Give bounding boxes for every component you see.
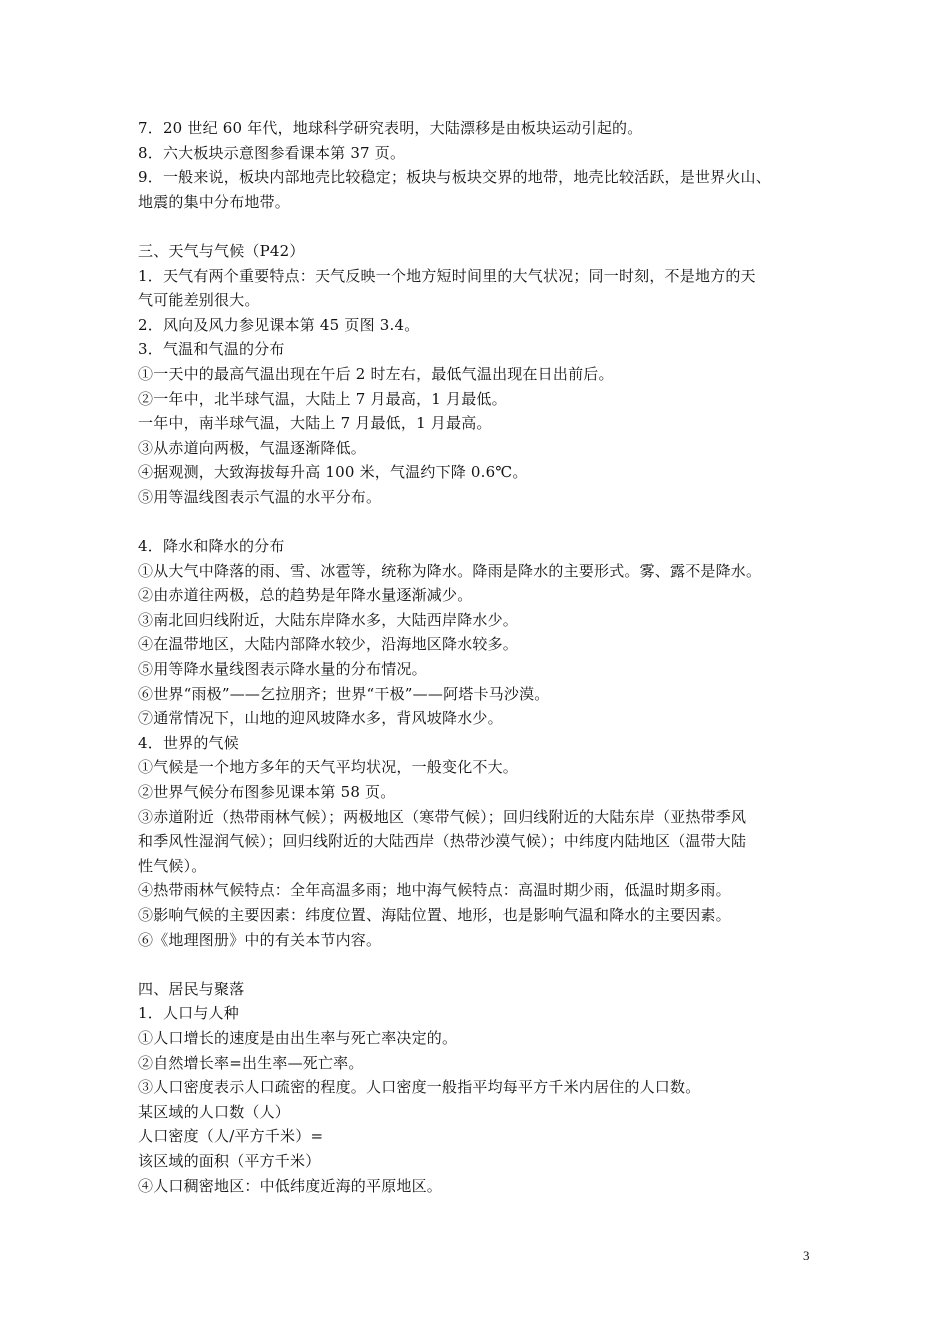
text-line: ④热带雨林气候特点：全年高温多雨；地中海气候特点：高温时期少雨，低温时期多雨。	[138, 881, 731, 900]
text-line: 7．20 世纪 60 年代，地球科学研究表明，大陆漂移是由板块运动引起的。	[138, 119, 643, 137]
text-line: ③南北回归线附近，大陆东岸降水多，大陆西岸降水少。	[138, 610, 519, 629]
text-line: 地震的集中分布地带。	[138, 192, 291, 211]
text-line: ①从大气中降落的雨、雪、冰雹等，统称为降水。降雨是降水的主要形式。雾、露不是降水。	[138, 561, 762, 580]
text-line: ⑦通常情况下，山地的迎风坡降水多，背风坡降水少。	[138, 709, 503, 728]
text-line: 8．六大板块示意图参看课本第 37 页。	[138, 143, 406, 162]
section-heading-residents-settlements: 四、居民与聚落	[138, 979, 245, 998]
text-line: ④据观测，大致海拔每升高 100 米，气温约下降 0.6℃。	[138, 463, 528, 482]
text-line: ④人口稠密地区：中低纬度近海的平原地区。	[138, 1176, 443, 1195]
text-line: ④在温带地区，大陆内部降水较少，沿海地区降水较多。	[138, 635, 519, 654]
text-line: ⑤用等降水量线图表示降水量的分布情况。	[138, 660, 427, 679]
text-line: ③人口密度表示人口疏密的程度。人口密度一般指平均每平方千米内居住的人口数。	[138, 1078, 701, 1097]
text-line: ①一天中的最高气温出现在午后 2 时左右，最低气温出现在日出前后。	[138, 364, 614, 383]
text-line: 性气候）。	[138, 856, 207, 875]
subheading-world-climate: 4．世界的气候	[138, 733, 239, 752]
text-line: ②世界气候分布图参见课本第 58 页。	[138, 783, 396, 802]
text-line: ⑤用等温线图表示气温的水平分布。	[138, 487, 382, 506]
formula-denominator: 该区域的面积（平方千米）	[138, 1151, 321, 1170]
text-line: 和季风性湿润气候）；回归线附近的大陆西岸（热带沙漠气候）；中纬度内陆地区（温带大陆	[138, 832, 747, 851]
text-line: 2．风向及风力参见课本第 45 页图 3.4。	[138, 315, 420, 334]
text-line: ①人口增长的速度是由出生率与死亡率决定的。	[138, 1028, 458, 1047]
text-line: ③赤道附近（热带雨林气候）；两极地区（寒带气候）；回归线附近的大陆东岸（亚热带季风	[138, 807, 747, 826]
text-line: ③从赤道向两极，气温逐渐降低。	[138, 438, 367, 457]
blank-line	[138, 510, 818, 535]
subheading-precipitation: 4．降水和降水的分布	[138, 537, 285, 556]
text-line: 1．天气有两个重要特点：天气反映一个地方短时间里的大气状况；同一时刻，不是地方的天	[138, 266, 756, 285]
text-line: ⑥《地理图册》中的有关本节内容。	[138, 930, 382, 949]
page-number: 3	[803, 1248, 810, 1263]
text-line: 9．一般来说，板块内部地壳比较稳定；板块与板块交界的地带，地壳比较活跃，是世界火山、	[138, 168, 771, 187]
section-heading-weather-climate: 三、天气与气候（P42）	[138, 241, 305, 260]
text-line: 气可能差别很大。	[138, 291, 260, 310]
text-line: 一年中，南半球气温，大陆上 7 月最低，1 月最高。	[138, 414, 492, 433]
text-line: ①气候是一个地方多年的天气平均状况，一般变化不大。	[138, 758, 519, 777]
subheading-temperature: 3．气温和气温的分布	[138, 340, 285, 359]
formula-numerator: 某区域的人口数（人）	[138, 1102, 291, 1121]
text-line: ②由赤道往两极，总的趋势是年降水量逐渐减少。	[138, 586, 473, 605]
page-body-text	[138, 116, 818, 1198]
text-line: ⑥世界“雨极”——乞拉朋齐；世界“干极”——阿塔卡马沙漠。	[138, 684, 550, 703]
text-line: ⑤影响气候的主要因素：纬度位置、海陆位置、地形，也是影响气温和降水的主要因素。	[138, 906, 731, 924]
subheading-population-race: 1．人口与人种	[138, 1004, 239, 1023]
formula-label: 人口密度（人/平方千米）=	[138, 1127, 324, 1146]
text-line: ②一年中，北半球气温，大陆上 7 月最高，1 月最低。	[138, 389, 507, 408]
blank-line	[138, 952, 818, 977]
blank-line	[138, 214, 818, 239]
text-line: ②自然增长率=出生率—死亡率。	[138, 1053, 364, 1072]
